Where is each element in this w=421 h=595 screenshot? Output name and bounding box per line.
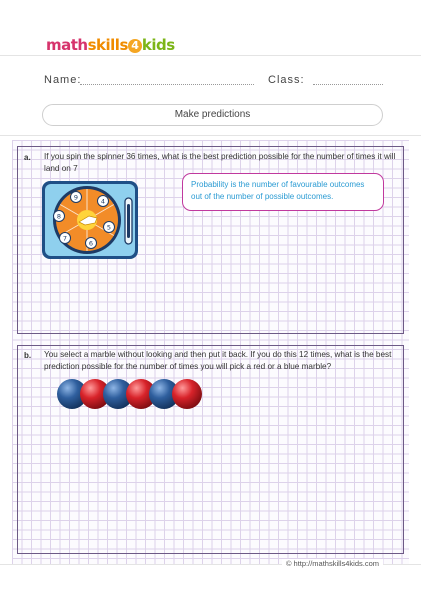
logo-four-badge: 4 <box>128 39 142 53</box>
spinner-number-8: 8 <box>56 212 62 221</box>
spinner-number-6: 6 <box>88 239 94 248</box>
question-b-letter: b. <box>24 351 32 360</box>
spinner-number-4: 4 <box>100 197 106 206</box>
spinner-number-7: 7 <box>62 234 68 243</box>
header-divider <box>0 55 421 56</box>
question-a-letter: a. <box>24 153 31 162</box>
question-a-text: If you spin the spinner 36 times, what is the best prediction possible for the number of times it will land on 7 <box>44 152 396 173</box>
question-b-text: You select a marble without looking and then put it back. If you do this 12 times, what is the best prediction possible for the number of times you will pick a red or a blue marble? <box>44 350 392 371</box>
class-label: Class: <box>268 74 305 86</box>
footer-copyright: © http://mathskills4kids.com <box>282 559 383 568</box>
logo-math-text: math <box>46 36 88 54</box>
logo-kids-text: kids <box>141 36 175 54</box>
marbles-picture <box>56 377 202 411</box>
worksheet-title: Make predictions <box>42 104 383 126</box>
spinner-number-9: 9 <box>73 193 79 202</box>
probability-hint-box: Probability is the number of favourable outcomes out of the number of possible outcomes. <box>182 173 384 211</box>
class-write-line[interactable] <box>313 84 383 85</box>
spinner-number-5: 5 <box>106 223 112 232</box>
marble-red-6 <box>172 379 202 409</box>
logo-skills-text: skills <box>87 36 128 54</box>
name-label: Name: <box>44 74 82 86</box>
spinner-picture <box>41 180 139 260</box>
name-write-line[interactable] <box>80 84 254 85</box>
site-logo <box>46 36 175 54</box>
title-divider <box>0 135 421 136</box>
